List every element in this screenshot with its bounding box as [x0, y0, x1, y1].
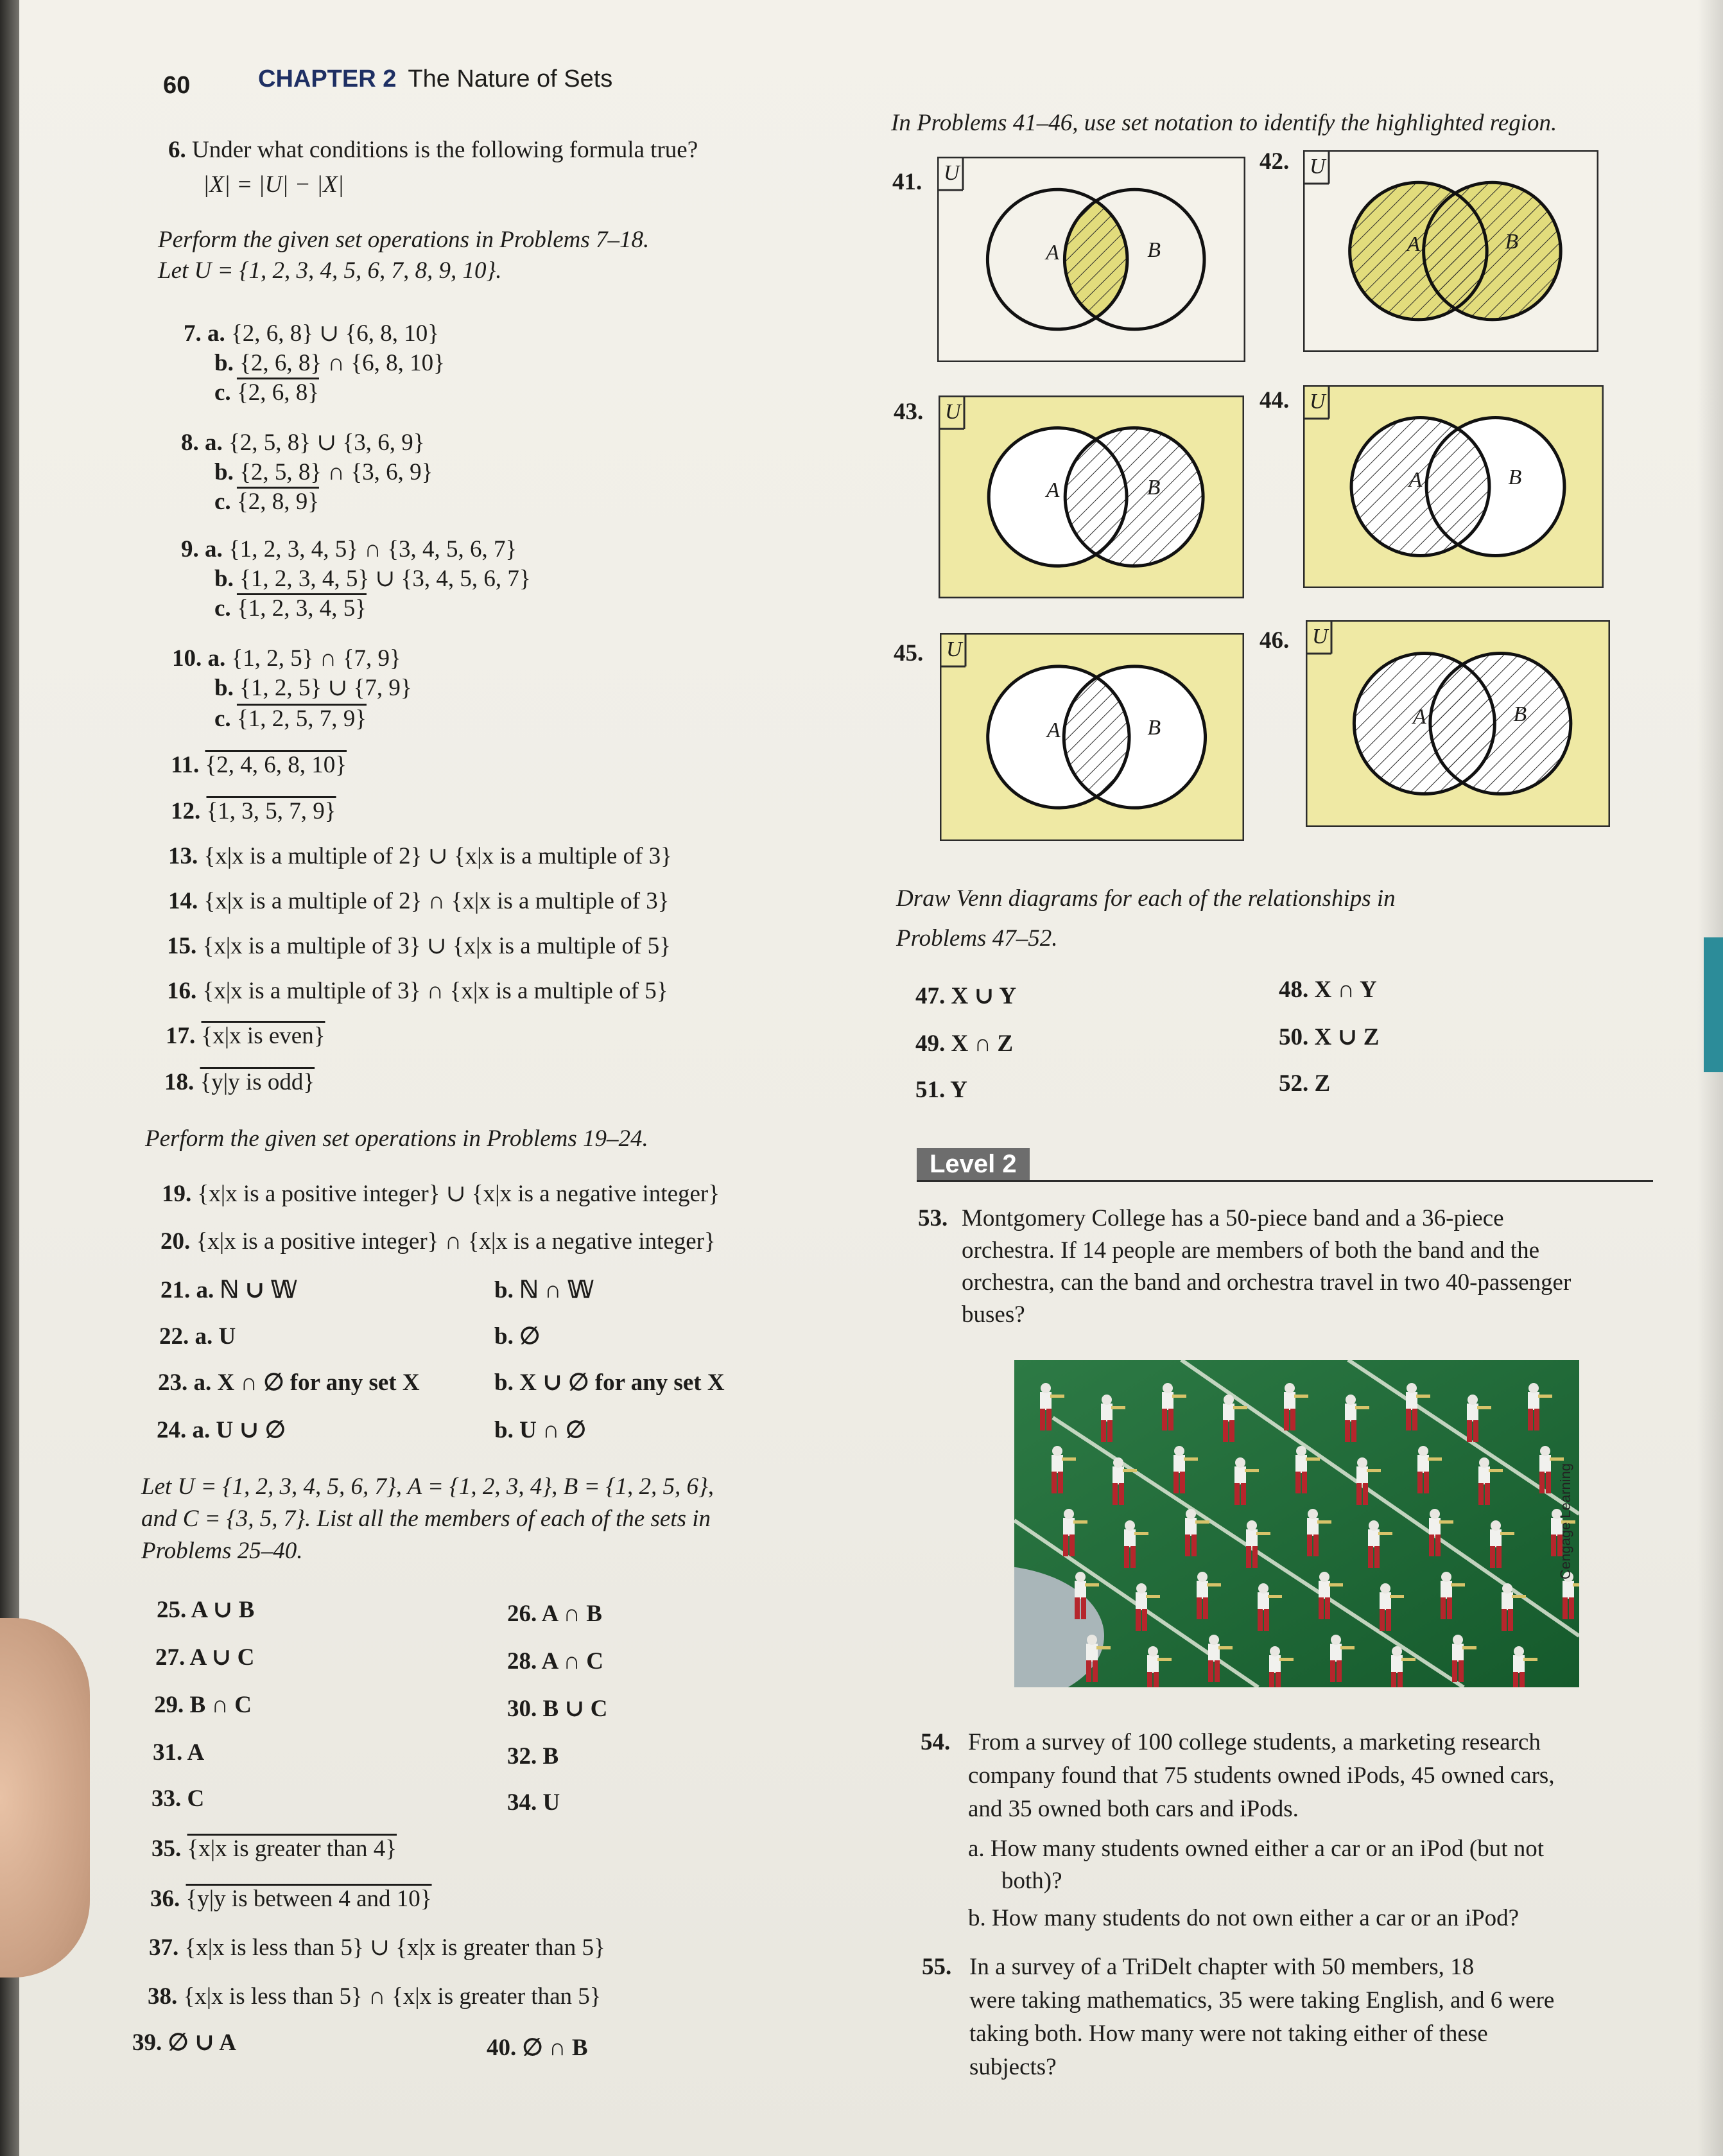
venn-problem-number: 44.	[1260, 387, 1290, 413]
problem-6-formula: |X| = |U| − |X|	[203, 171, 344, 198]
problem-expression: {x|x is a positive integer} ∩ {x|x is a negative integer}	[196, 1228, 716, 1255]
instructions-25-40-line2: and C = {3, 5, 7}. List all the members of each of the sets in	[141, 1506, 711, 1532]
problem-item: 48. X ∩ Y	[1279, 977, 1377, 1003]
problem-item: 31. A	[153, 1739, 205, 1766]
problem-item	[214, 349, 445, 378]
venn-set-b-label: B	[1513, 702, 1527, 726]
problem-item	[168, 842, 672, 871]
problem-expression: {2, 6, 8} ∩ {6, 8, 10}	[239, 350, 445, 376]
problem-number: b.	[214, 566, 240, 592]
instructions-25-40-line3: Problems 25–40.	[141, 1538, 303, 1564]
problem-part-a: 22. a. U	[159, 1323, 236, 1350]
problem-expression: {1, 2, 3, 4, 5} ∪ {3, 4, 5, 6, 7}	[239, 566, 531, 592]
problem-item	[148, 1983, 602, 2011]
problem-item	[214, 565, 531, 593]
chapter-title: The Nature of Sets	[408, 65, 613, 92]
problem-expression: {2, 6, 8}	[236, 379, 319, 406]
problem-item	[168, 887, 670, 916]
page-number: 60	[163, 72, 191, 99]
problem-expression: {x|x is less than 5} ∩ {x|x is greater than 5}	[183, 1983, 602, 2010]
problem-item: 51. Y	[915, 1077, 967, 1103]
problem-text-line: orchestra, can the band and orchestra travel in two 40-passenger	[962, 1269, 1571, 1296]
problem-54-part-a-line2: both)?	[1001, 1868, 1062, 1894]
level-label: Level 2	[917, 1148, 1030, 1180]
problem-number: 10. a.	[172, 645, 232, 672]
problem-number: c.	[214, 706, 237, 732]
venn-set-b-label: B	[1147, 716, 1161, 740]
venn-set-a-label: A	[1046, 718, 1061, 742]
problem-expression: {x|x is a multiple of 3} ∪ {x|x is a multiple of 5}	[202, 933, 671, 959]
problem-number: 18.	[164, 1069, 200, 1095]
venn-universe-label: U	[1312, 625, 1328, 648]
problem-expression: {1, 2, 3, 4, 5} ∩ {3, 4, 5, 6, 7}	[229, 536, 517, 562]
problem-item	[214, 379, 319, 407]
problem-text-line: Montgomery College has a 50-piece band and a 36-piece	[962, 1205, 1504, 1231]
problem-expression: {2, 5, 8} ∩ {3, 6, 9}	[239, 459, 433, 485]
problem-item: 49. X ∩ Z	[915, 1030, 1013, 1057]
problem-item	[214, 705, 367, 733]
chapter-header	[258, 65, 612, 93]
problem-number: 12.	[171, 798, 207, 824]
problem-expression: {1, 2, 5} ∪ {7, 9}	[239, 675, 412, 701]
problem-number: 20.	[160, 1228, 196, 1255]
problem-item: 28. A ∩ C	[507, 1648, 603, 1674]
venn-diagram	[939, 396, 1244, 598]
problem-text: Under what conditions is the following formula true?	[192, 137, 698, 163]
problem-item	[162, 1180, 720, 1208]
problem-expression: {y|y is odd}	[200, 1069, 315, 1095]
problem-expression: {2, 4, 6, 8, 10}	[205, 752, 347, 778]
venn-set-a-label: A	[1412, 705, 1426, 729]
photo-credit: Cengage Learning	[1557, 1463, 1573, 1579]
marching-band-photo	[1014, 1360, 1579, 1687]
problem-item: 50. X ∪ Z	[1279, 1024, 1380, 1050]
problem-number: 15.	[167, 933, 203, 959]
venn-problem-number: 43.	[894, 399, 924, 425]
problem-item	[171, 751, 347, 779]
problem-item: 30. B ∪ C	[507, 1696, 608, 1722]
problem-expression: {x|x is a multiple of 2} ∩ {x|x is a multiple of 3}	[203, 888, 670, 914]
problem-text-line: From a survey of 100 college students, a marketing research	[968, 1729, 1541, 1755]
problem-item	[167, 932, 671, 961]
venn-universe-label: U	[1310, 155, 1326, 178]
problem-text-line: orchestra. If 14 people are members of both the band and the	[962, 1237, 1539, 1264]
problem-number: b.	[214, 459, 240, 485]
problem-expression: {2, 6, 8} ∪ {6, 8, 10}	[231, 320, 440, 347]
problem-item: 47. X ∪ Y	[915, 983, 1017, 1009]
problem-text-line: were taking mathematics, 35 were taking English, and 6 were	[969, 1987, 1555, 2013]
problem-expression: {x|x is a multiple of 3} ∩ {x|x is a multiple of 5}	[202, 978, 668, 1004]
problem-item: 26. A ∩ B	[507, 1601, 602, 1627]
problem-expression: {1, 2, 3, 4, 5}	[236, 595, 367, 622]
page-tab-marker	[1704, 937, 1723, 1072]
problem-number: c.	[214, 489, 237, 515]
problem-item	[184, 320, 439, 348]
problem-40: 40. ∅ ∩ B	[487, 2035, 588, 2061]
problem-text-line: subjects?	[969, 2054, 1057, 2080]
problem-number: b.	[214, 350, 240, 376]
problem-number: 14.	[168, 888, 204, 914]
problem-item: 32. B	[507, 1743, 559, 1769]
venn-set-b-label: B	[1505, 230, 1519, 254]
problem-item	[214, 674, 412, 702]
problem-number: 9. a.	[181, 536, 229, 562]
reader-thumb	[0, 1618, 90, 1978]
problem-text-line: buses?	[962, 1301, 1025, 1328]
problem-number: 19.	[162, 1181, 198, 1207]
problem-item	[181, 429, 425, 457]
problem-item	[214, 488, 319, 516]
problem-number: 11.	[171, 752, 205, 778]
problem-number: 35.	[152, 1836, 187, 1862]
problem-text-line: taking both. How many were not taking either of these	[969, 2021, 1488, 2047]
instructions-47-52-line2: Problems 47–52.	[896, 925, 1058, 952]
problem-item	[160, 1228, 716, 1256]
venn-set-a-label: A	[1046, 241, 1059, 265]
problem-part-b: b. X ∪ ∅ for any set X	[494, 1369, 725, 1396]
problem-6	[168, 136, 698, 164]
chapter-label: CHAPTER 2	[258, 65, 397, 92]
problem-expression: {x|x is greater than 4}	[187, 1836, 397, 1862]
problem-item	[214, 458, 433, 487]
problem-item: 27. A ∪ C	[155, 1644, 255, 1671]
problem-expression: {1, 3, 5, 7, 9}	[206, 798, 336, 824]
venn-diagram	[1306, 620, 1610, 827]
instructions-7-18-line2: Let U = {1, 2, 3, 4, 5, 6, 7, 8, 9, 10}.	[158, 257, 502, 284]
problem-number: 55.	[922, 1954, 952, 1980]
problem-expression: {x|x is less than 5} ∪ {x|x is greater than 5}	[184, 1934, 605, 1961]
venn-universe-label: U	[946, 638, 962, 661]
instructions-47-52-line1: Draw Venn diagrams for each of the relationships in	[896, 885, 1396, 912]
problem-item	[214, 595, 367, 623]
venn-problem-number: 41.	[892, 169, 922, 195]
problem-item: 52. Z	[1279, 1070, 1331, 1097]
problem-expression: {2, 8, 9}	[236, 489, 319, 515]
problem-54-part-b: b. How many students do not own either a car or an iPod?	[968, 1905, 1520, 1931]
problem-number: c.	[214, 379, 237, 406]
problem-item: 25. A ∪ B	[157, 1597, 255, 1623]
problem-expression: {1, 2, 5, 7, 9}	[236, 706, 367, 732]
problem-item	[171, 797, 336, 826]
venn-problem-number: 42.	[1260, 148, 1290, 175]
problem-number: 13.	[168, 843, 204, 869]
venn-problem-number: 45.	[894, 640, 924, 666]
problem-number: 7. a.	[184, 320, 231, 347]
problem-part-b: b. ∅	[494, 1323, 541, 1350]
problem-number: b.	[214, 675, 240, 701]
venn-set-a-label: A	[1407, 232, 1421, 256]
venn-set-a-label: A	[1408, 468, 1423, 492]
problem-number: 54.	[921, 1729, 951, 1755]
problem-part-a: 21. a. ℕ ∪ 𝕎	[160, 1277, 297, 1303]
problem-part-b: b. ℕ ∩ 𝕎	[494, 1277, 594, 1303]
problem-part-a: 23. a. X ∩ ∅ for any set X	[158, 1369, 420, 1396]
problem-expression: {x|x is a positive integer} ∪ {x|x is a negative integer}	[197, 1181, 720, 1207]
problem-item	[149, 1934, 605, 1962]
problem-54-part-a-line1: a. How many students owned either a car or an iPod (but not	[968, 1836, 1545, 1862]
problem-expression: {x|x is even}	[201, 1023, 325, 1049]
problem-item	[152, 1835, 397, 1863]
instructions-7-18-line1: Perform the given set operations in Problems 7–18.	[158, 227, 650, 253]
problem-item: 34. U	[507, 1789, 560, 1816]
textbook-page	[19, 0, 1723, 2156]
instructions-19-24: Perform the given set operations in Problems 19–24.	[145, 1126, 648, 1152]
page-edge-shadow	[1697, 0, 1723, 2156]
problem-item: 29. B ∩ C	[154, 1692, 252, 1718]
problem-number: 6.	[168, 137, 186, 163]
instructions-41-46: In Problems 41–46, use set notation to identify the highlighted region.	[891, 110, 1557, 136]
venn-set-a-label: A	[1046, 478, 1060, 502]
venn-universe-label: U	[945, 400, 961, 424]
problem-number: c.	[214, 595, 237, 622]
problem-item	[166, 1022, 325, 1050]
venn-diagram	[1303, 385, 1604, 588]
problem-number: 37.	[149, 1934, 185, 1961]
problem-item	[167, 977, 668, 1005]
venn-diagram	[937, 157, 1245, 362]
problem-text-line: and 35 owned both cars and iPods.	[968, 1796, 1299, 1822]
problem-expression: {2, 5, 8} ∪ {3, 6, 9}	[229, 430, 425, 456]
problem-text-line: In a survey of a TriDelt chapter with 50 members, 18	[969, 1954, 1475, 1980]
problem-item	[150, 1885, 432, 1913]
problem-expression: {x|x is a multiple of 2} ∪ {x|x is a multiple of 3}	[203, 843, 672, 869]
problem-part-a: 24. a. U ∪ ∅	[157, 1417, 286, 1443]
problem-number: 53.	[918, 1205, 948, 1231]
venn-diagram	[1303, 150, 1598, 352]
venn-diagram	[940, 633, 1244, 841]
venn-universe-label: U	[1310, 390, 1326, 413]
problem-39: 39. ∅ ∪ A	[132, 2030, 236, 2056]
venn-problem-number: 46.	[1260, 627, 1290, 654]
problem-number: 16.	[167, 978, 203, 1004]
problem-part-b: b. U ∩ ∅	[494, 1417, 587, 1443]
problem-item	[172, 645, 401, 673]
problem-text-line: company found that 75 students owned iPods, 45 owned cars,	[968, 1762, 1555, 1789]
problem-number: 36.	[150, 1886, 186, 1912]
venn-set-b-label: B	[1508, 465, 1522, 489]
problem-item	[164, 1068, 315, 1097]
problem-item: 33. C	[152, 1786, 205, 1812]
problem-number: 38.	[148, 1983, 184, 2010]
problem-item	[181, 535, 517, 564]
photo-illustration	[1014, 1360, 1579, 1687]
problem-expression: {y|y is between 4 and 10}	[186, 1886, 432, 1912]
problem-expression: {1, 2, 5} ∩ {7, 9}	[231, 645, 401, 672]
level-2-banner	[917, 1148, 1653, 1182]
instructions-25-40-line1: Let U = {1, 2, 3, 4, 5, 6, 7}, A = {1, 2, 3, 4}, B = {1, 2, 5, 6},	[141, 1474, 714, 1500]
problem-number: 8. a.	[181, 430, 229, 456]
venn-set-b-label: B	[1147, 238, 1161, 262]
venn-set-b-label: B	[1147, 476, 1161, 500]
venn-universe-label: U	[944, 161, 960, 185]
problem-number: 17.	[166, 1023, 202, 1049]
